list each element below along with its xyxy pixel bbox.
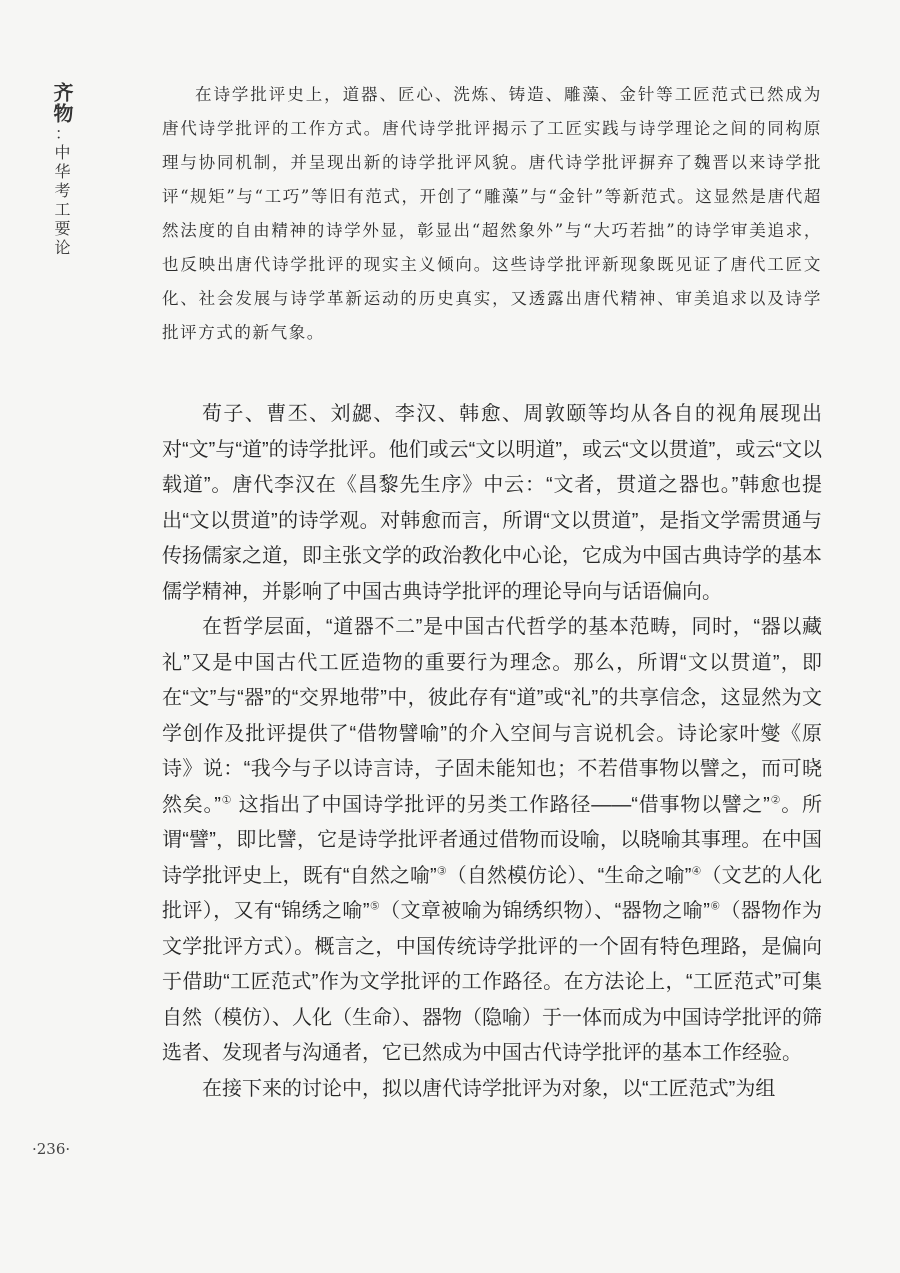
paragraph-3: 在接下来的讨论中，拟以唐代诗学批评为对象，以“工匠范式”为组 [202, 1077, 776, 1100]
summary-paragraph: 在诗学批评史上，道器、匠心、洗炼、铸造、雕藻、金针等工匠范式已然成为唐代诗学批评的工作方式。唐代诗学批评揭示了工匠实践与诗学理论之间的同构原理与协同机制，并呈现出新的诗学批评风貌。唐代诗学批评摒弃了魏晋以来诗学批评“规矩”与“工巧”等旧有范式，开创了“雕藻”与“金针”等新范式。这显然是唐代超然法度的自由精神的诗学外显，彰显出“超然象外”与“大巧若拙”的诗学审美追求，也反映出唐代诗学批评的现实主义倾向。这些诗学批评新现象既见证了唐代工匠文化、社会发展与诗学革新运动的历史真实，又透露出唐代精神、审美追求以及诗学批评方式的新气象。 [162, 85, 822, 342]
paragraph-2-text-6: （文章被喻为锦绣织物）、“器物之喻” [380, 900, 710, 922]
footnote-marker-2[interactable]: ② [769, 793, 782, 806]
title-colon: ： [55, 124, 72, 143]
paragraph-2-text-2: 这指出了中国诗学批评的另类工作路径——“借事物以譬之” [232, 793, 770, 816]
main-text [162, 397, 822, 1107]
footnote-marker-1[interactable]: ① [220, 793, 233, 806]
footnote-marker-3[interactable]: ③ [436, 864, 447, 877]
paragraph-2-text-1: 在哲学层面，“道器不二”是中国古代哲学的基本范畴，同时，“器以藏礼”又是中国古代工匠造物的重要行为理念。那么，所谓“文以贯道”，即在“文”与“器”的“交界地带”中，彼此存有“道”或“礼”的共享信念，这显然为文学创作及批评提供了“借物譬喻”的介入空间与言说机会。诗论家叶燮《原诗》说：“我今与子以诗言诗，子固未能知也；不若借事物以譬之，而可晓然矣。” [162, 616, 822, 816]
paragraph-2 [162, 610, 822, 1072]
paragraph-1: 荀子、曹丕、刘勰、李汉、韩愈、周敦颐等均从各自的视角展现出对“文”与“道”的诗学批评。他们或云“文以明道”，或云“文以贯道”，或云“文以载道”。唐代李汉在《昌黎先生序》中云：“文者，贯道之器也。”韩愈也提出“文以贯道”的诗学观。对韩愈而言，所谓“文以贯道”，是指文学需贯通与传扬儒家之道，即主张文学的政治教化中心论，它成为中国古典诗学的基本儒学精神，并影响了中国古典诗学批评的理论导向与话语偏向。 [162, 403, 822, 603]
paragraph-2-text-4: （自然模仿论）、“生命之喻” [446, 864, 692, 887]
paragraph-2-text-5: （文艺的人化批评），又有“锦绣之喻” [162, 864, 822, 922]
footnote-marker-4[interactable]: ④ [691, 864, 702, 877]
paragraph-2-text-7: （器物作为文学批评方式）。概言之，中国传统诗学批评的一个固有特色理路，是偏向于借助“工匠范式”作为文学批评的工作路径。在方法论上，“工匠范式”可集自然（模仿）、人化（生命）、器物（隐喻）于一体而成为中国诗学批评的筛选者、发现者与沟通者，它已然成为中国古代诗学批评的基本工作经验。 [162, 900, 822, 1064]
book-title: 齐物 [50, 82, 74, 124]
running-header [46, 82, 86, 258]
paragraph-2-text-3: 。所谓“譬”，即比譬，它是诗学批评者通过借物而设喻，以晓喻其事理。在中国诗学批评史上，既有“自然之喻” [162, 793, 822, 887]
page-number: ·236· [32, 1140, 71, 1158]
book-subtitle: 中华考工要论 [52, 144, 71, 258]
footnote-marker-5[interactable]: ⑤ [369, 900, 381, 913]
footnote-marker-6[interactable]: ⑥ [709, 900, 721, 913]
